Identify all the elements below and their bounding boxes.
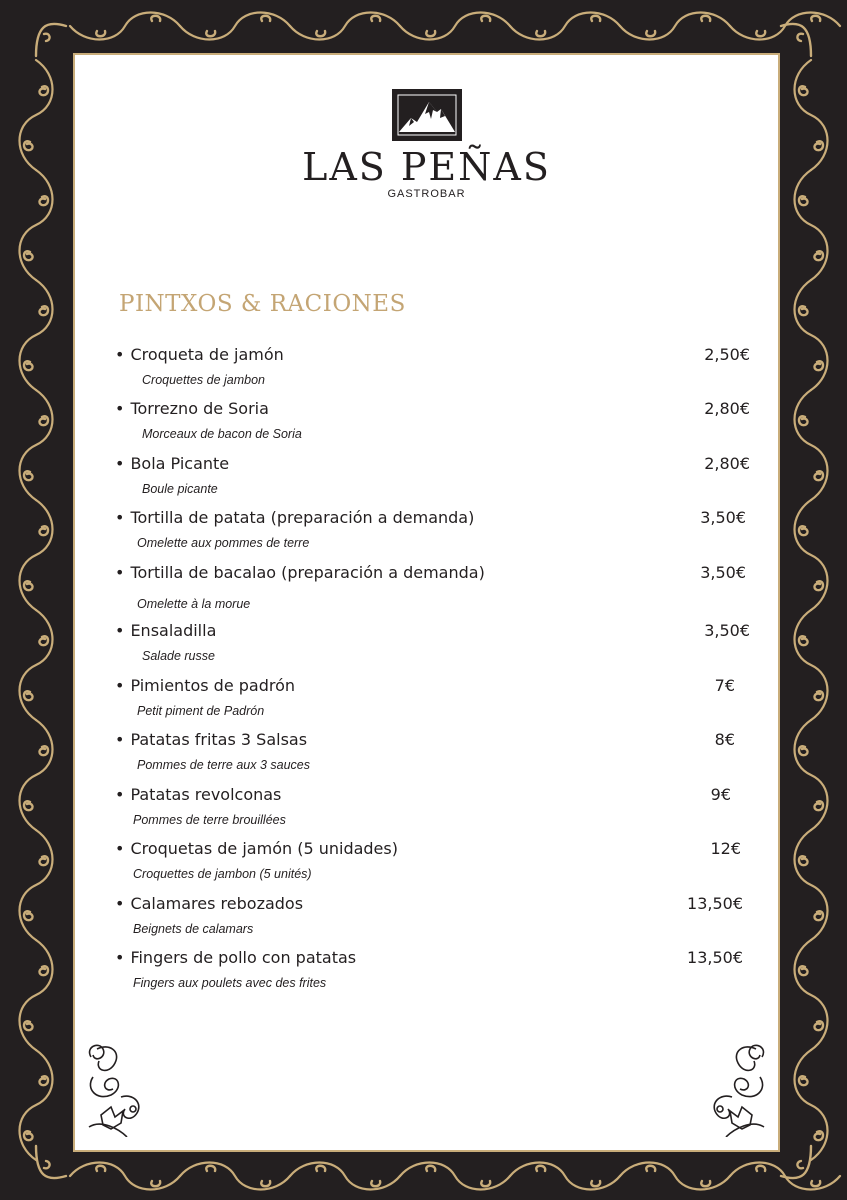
menu-item [115,839,755,889]
menu-item-name-text: Bola Picante [130,454,230,473]
menu-item [115,621,755,671]
menu-item-name [115,454,229,473]
menu-item-name-text: Ensaladilla [130,621,217,640]
menu-item-description: Boule picante [142,482,218,496]
brand-subtitle: GASTROBAR [387,188,466,200]
menu-item-description: Pommes de terre aux 3 sauces [137,758,310,772]
bullet-icon: • [115,345,125,364]
bullet-icon: • [115,894,125,913]
menu-item-description: Omelette à la morue [137,597,251,611]
menu-item-price: 12€ [710,839,741,858]
menu-item [115,563,755,613]
menu-item [115,676,755,726]
menu-item [115,894,755,944]
menu-item-name [115,948,356,967]
menu-item-name [115,563,485,582]
menu-item-name-text: Calamares rebozados [130,894,304,913]
menu-page [73,53,780,1152]
menu-item-name [115,839,398,858]
menu-item [115,345,755,395]
menu-item-price: 8€ [714,730,735,749]
bullet-icon: • [115,839,125,858]
menu-item-name-text: Torrezno de Soria [130,399,269,418]
menu-item-name-text: Pimientos de padrón [130,676,296,695]
menu-item-price: 3,50€ [700,508,746,527]
menu-item-description: Croquettes de jambon [142,373,265,387]
menu-item-name [115,676,295,695]
bullet-icon: • [115,948,125,967]
bullet-icon: • [115,508,125,527]
menu-item-price: 9€ [710,785,731,804]
menu-item-description: Fingers aux poulets avec des frites [133,976,327,990]
menu-item-price: 2,80€ [704,454,750,473]
menu-item-name [115,508,474,527]
brand-logo [75,90,778,200]
menu-item-price: 3,50€ [700,563,746,582]
bullet-icon: • [115,563,125,582]
menu-item-price: 3,50€ [704,621,750,640]
section-title: PINTXOS & RACIONES [119,291,406,317]
menu-item-price: 2,80€ [704,399,750,418]
menu-item-name-text: Tortilla de bacalao (preparación a demanda) [130,563,485,582]
menu-item-price: 13,50€ [687,948,743,967]
menu-item-name [115,894,303,913]
menu-item-name [115,621,216,640]
bullet-icon: • [115,454,125,473]
menu-item-name-text: Croquetas de jamón (5 unidades) [130,839,398,858]
menu-item-price: 2,50€ [704,345,750,364]
corner-ornament-right [682,1037,772,1137]
brand-name: LAS PEÑAS [302,145,551,189]
menu-item-name-text: Fingers de pollo con patatas [130,948,357,967]
menu-item-description: Morceaux de bacon de Soria [142,427,302,441]
menu-item-description: Petit piment de Padrón [137,704,265,718]
menu-item-description: Salade russe [142,649,215,663]
bullet-icon: • [115,730,125,749]
menu-item [115,399,755,449]
bullet-icon: • [115,399,125,418]
menu-item-name [115,345,284,364]
menu-item-description: Beignets de calamars [133,922,254,936]
bullet-icon: • [115,785,125,804]
menu-item-name-text: Croqueta de jamón [130,345,284,364]
menu-item-price: 13,50€ [687,894,743,913]
menu-item [115,785,755,835]
menu-item-description: Omelette aux pommes de terre [137,536,310,550]
menu-item-price: 7€ [714,676,735,695]
menu-item [115,454,755,504]
menu-item-name-text: Patatas revolconas [130,785,282,804]
menu-item-name [115,399,269,418]
bullet-icon: • [115,621,125,640]
bullet-icon: • [115,676,125,695]
menu-item [115,730,755,780]
menu-item-name-text: Patatas fritas 3 Salsas [130,730,308,749]
mountain-icon [393,90,461,140]
menu-item-name [115,785,281,804]
menu-item-description: Pommes de terre brouillées [133,813,286,827]
menu-item-name-text: Tortilla de patata (preparación a demanda) [130,508,475,527]
menu-item [115,508,755,558]
menu-item [115,948,755,998]
corner-ornament-left [81,1037,171,1137]
menu-item-name [115,730,307,749]
menu-item-description: Croquettes de jambon (5 unités) [133,867,312,881]
